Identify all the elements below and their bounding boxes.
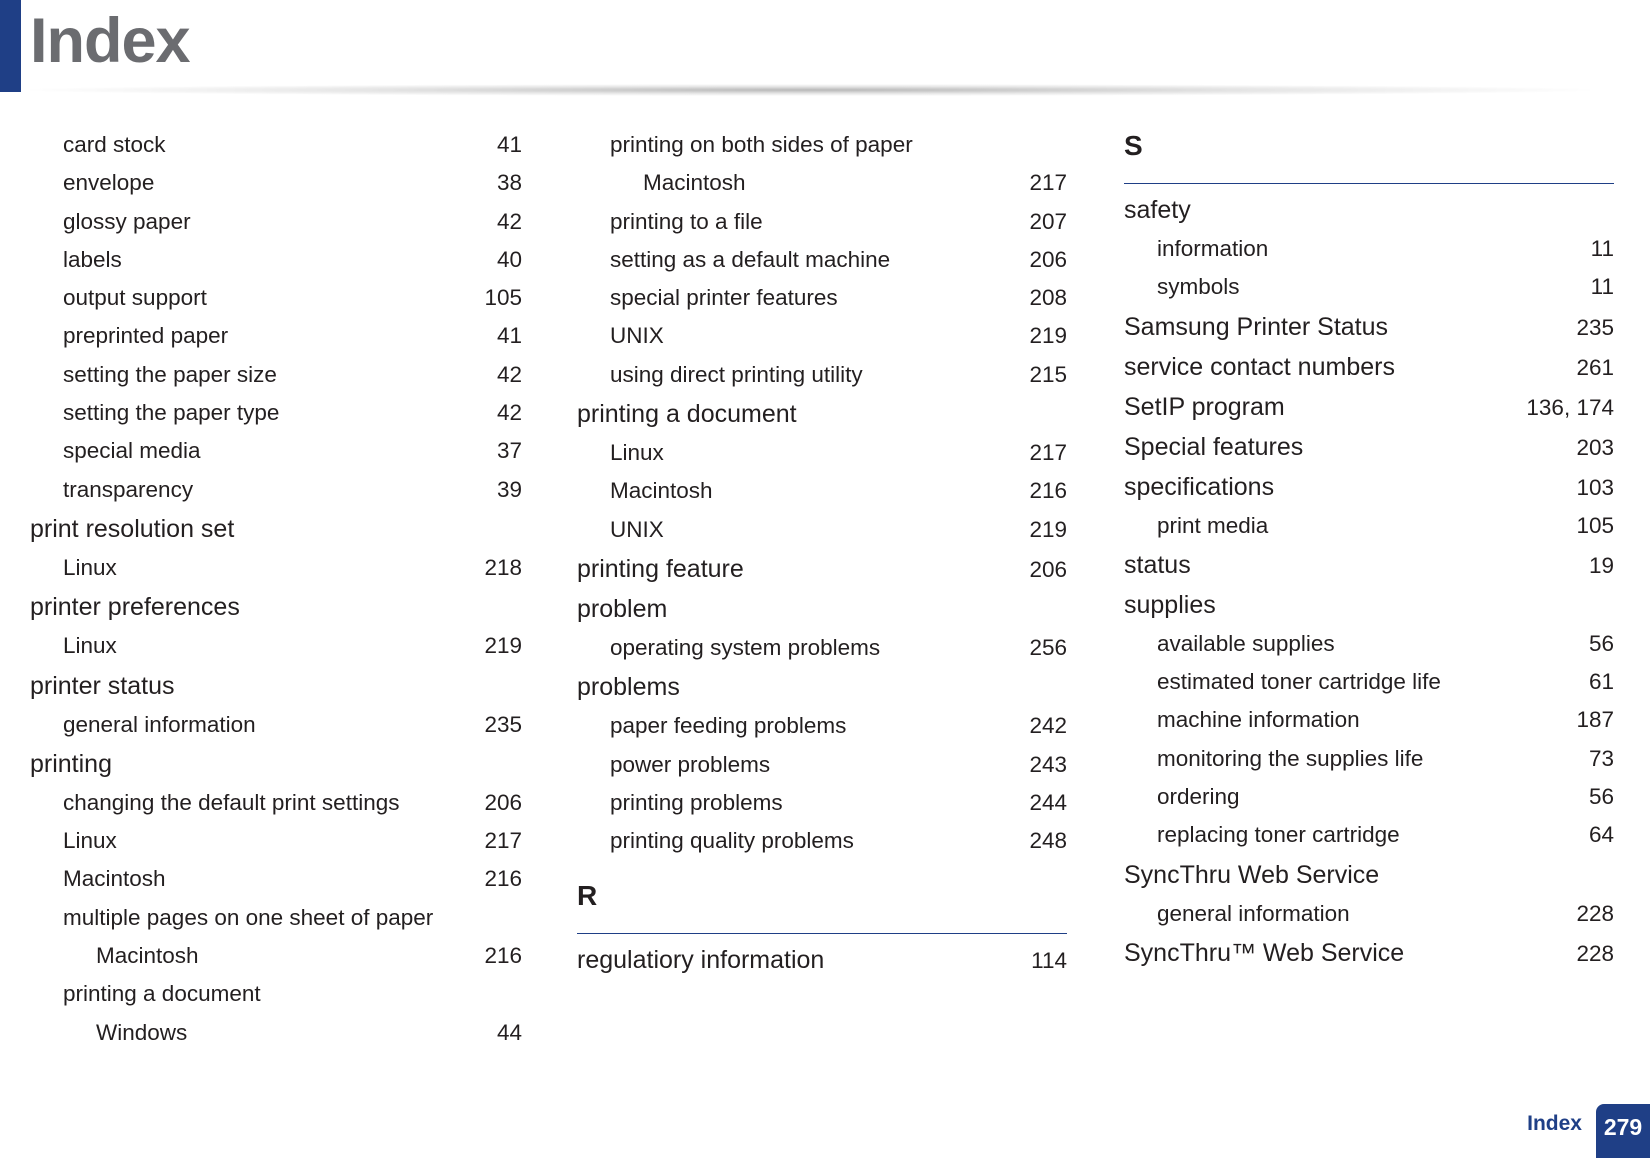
index-entry[interactable]: [30, 549, 522, 587]
index-page[interactable]: 42: [496, 400, 522, 426]
index-entry[interactable]: [30, 784, 522, 822]
index-term: printer preferences: [30, 593, 240, 622]
index-heading: [30, 666, 522, 706]
letter-heading-r: R: [577, 876, 1067, 934]
index-subheading: [30, 975, 522, 1013]
index-term: paper feeding problems: [610, 713, 847, 739]
index-page[interactable]: 103: [1576, 474, 1614, 500]
index-entry[interactable]: [30, 627, 522, 665]
index-page[interactable]: 218: [484, 554, 522, 580]
index-term: setting as a default machine: [610, 246, 891, 272]
index-page[interactable]: 39: [496, 476, 522, 502]
index-subheading: [30, 899, 522, 937]
index-heading: [577, 589, 1067, 629]
index-page[interactable]: 217: [1029, 170, 1067, 196]
index-term: print media: [1157, 512, 1269, 538]
index-term: monitoring the supplies life: [1157, 745, 1424, 771]
index-page[interactable]: 73: [1588, 745, 1614, 771]
index-subheading: [577, 126, 1067, 164]
index-term: printer status: [30, 671, 175, 700]
index-term: multiple pages on one sheet of paper: [63, 904, 434, 930]
letter-heading-s: S: [1124, 126, 1614, 184]
index-entry[interactable]: [30, 706, 522, 744]
index-term: power problems: [610, 751, 771, 777]
index-entry[interactable]: [30, 937, 522, 975]
index-page[interactable]: 219: [1029, 323, 1067, 349]
index-term: Linux: [63, 554, 117, 580]
index-entry[interactable]: [30, 164, 522, 202]
index-entry[interactable]: [30, 394, 522, 432]
index-page[interactable]: 228: [1576, 900, 1614, 926]
index-page[interactable]: 216: [1029, 478, 1067, 504]
index-term: printing to a file: [610, 208, 763, 234]
index-entry[interactable]: [1124, 663, 1614, 701]
index-term: UNIX: [610, 516, 664, 542]
index-entry[interactable]: [1124, 778, 1614, 816]
index-entry[interactable]: [1124, 347, 1614, 387]
index-term: labels: [63, 246, 122, 272]
index-column-3: [1124, 126, 1614, 973]
index-term: SetIP program: [1124, 392, 1285, 421]
index-page[interactable]: 248: [1029, 828, 1067, 854]
index-page[interactable]: 41: [496, 132, 522, 157]
index-entry[interactable]: [577, 203, 1067, 241]
index-page[interactable]: 216: [484, 866, 522, 892]
index-term: specifications: [1124, 472, 1275, 501]
index-column-1: [30, 126, 522, 1052]
index-entry[interactable]: [577, 356, 1067, 394]
index-term: using direct printing utility: [610, 361, 863, 387]
index-entry[interactable]: [577, 629, 1067, 667]
index-page[interactable]: 105: [484, 285, 522, 311]
index-entry[interactable]: [577, 549, 1067, 589]
index-term: envelope: [63, 170, 155, 196]
index-term: printing quality problems: [610, 828, 854, 854]
index-term: supplies: [1124, 590, 1216, 619]
index-page[interactable]: 37: [496, 438, 522, 464]
index-entry[interactable]: [1124, 701, 1614, 739]
index-term: printing a document: [63, 981, 261, 1007]
index-entry[interactable]: [1124, 507, 1614, 545]
index-term: output support: [63, 285, 207, 311]
index-heading: [30, 744, 522, 784]
index-page[interactable]: 219: [484, 633, 522, 659]
index-entry[interactable]: [1124, 625, 1614, 663]
index-entry[interactable]: [30, 471, 522, 509]
index-entry[interactable]: [1124, 545, 1614, 585]
index-page[interactable]: 228: [1576, 940, 1614, 966]
index-entry[interactable]: [1124, 268, 1614, 306]
index-entry[interactable]: [577, 434, 1067, 472]
index-term: safety: [1124, 196, 1191, 224]
index-page[interactable]: 244: [1029, 789, 1067, 815]
index-page[interactable]: 203: [1576, 434, 1614, 460]
index-entry[interactable]: [577, 164, 1067, 202]
index-heading: [1124, 190, 1614, 230]
index-term: transparency: [63, 476, 194, 502]
index-term: Linux: [63, 828, 117, 854]
index-page[interactable]: 19: [1588, 552, 1614, 578]
index-term: printing a document: [577, 400, 797, 429]
index-page[interactable]: 243: [1029, 751, 1067, 777]
index-term: card stock: [63, 132, 166, 157]
index-page[interactable]: 242: [1029, 713, 1067, 739]
index-term: glossy paper: [63, 208, 191, 234]
index-entry[interactable]: [1124, 895, 1614, 933]
index-term: setting the paper type: [63, 400, 280, 426]
index-entry[interactable]: [577, 940, 1067, 980]
index-entry[interactable]: [1124, 816, 1614, 854]
index-entry[interactable]: [577, 822, 1067, 860]
index-page[interactable]: 40: [496, 246, 522, 272]
index-page[interactable]: 187: [1576, 707, 1614, 733]
index-page[interactable]: 64: [1588, 822, 1614, 848]
index-term: Macintosh: [610, 478, 713, 504]
index-page[interactable]: 105: [1576, 512, 1614, 538]
index-page[interactable]: 208: [1029, 285, 1067, 311]
index-page[interactable]: 42: [496, 361, 522, 387]
index-term: operating system problems: [610, 634, 881, 660]
index-entry[interactable]: [1124, 933, 1614, 973]
page-number-badge: 279: [1596, 1104, 1650, 1158]
index-column-2: [577, 126, 1067, 980]
index-term: replacing toner cartridge: [1157, 822, 1400, 848]
index-term: Windows: [96, 1019, 188, 1045]
index-page[interactable]: 235: [1576, 314, 1614, 340]
index-term: print resolution set: [30, 514, 235, 543]
index-page[interactable]: 217: [484, 828, 522, 854]
index-term: available supplies: [1157, 630, 1335, 656]
index-term: symbols: [1157, 274, 1240, 300]
index-entry[interactable]: [1124, 230, 1614, 268]
index-term: Linux: [610, 440, 664, 466]
index-page[interactable]: 41: [496, 323, 522, 349]
index-entry[interactable]: [1124, 467, 1614, 507]
footer-section-label: Index: [1527, 1112, 1582, 1135]
index-term: general information: [63, 711, 256, 737]
index-term: special printer features: [610, 285, 838, 311]
index-heading: [1124, 585, 1614, 625]
index-term: changing the default print settings: [63, 789, 400, 815]
index-page[interactable]: 11: [1590, 236, 1614, 261]
index-term: UNIX: [610, 323, 664, 349]
index-term: Macintosh: [643, 170, 746, 196]
index-entry[interactable]: [30, 241, 522, 279]
index-page[interactable]: 219: [1029, 516, 1067, 542]
index-entry[interactable]: [30, 860, 522, 898]
index-heading: [1124, 855, 1614, 895]
index-heading: [30, 587, 522, 627]
index-entry[interactable]: [30, 126, 522, 164]
index-entry[interactable]: [577, 472, 1067, 510]
index-term: setting the paper size: [63, 361, 277, 387]
index-heading: [577, 394, 1067, 434]
index-page[interactable]: 44: [496, 1019, 522, 1045]
index-entry[interactable]: [1124, 307, 1614, 347]
index-term: service contact numbers: [1124, 352, 1395, 381]
index-entry[interactable]: [30, 432, 522, 470]
index-page[interactable]: 11: [1590, 274, 1614, 300]
index-term: Samsung Printer Status: [1124, 312, 1389, 341]
index-entry[interactable]: [1124, 740, 1614, 778]
index-term: preprinted paper: [63, 323, 229, 349]
index-entry[interactable]: [30, 822, 522, 860]
title-divider: [30, 84, 1590, 96]
index-page[interactable]: 261: [1576, 354, 1614, 380]
title-accent-bar: [0, 0, 21, 92]
index-page[interactable]: 206: [1029, 246, 1067, 272]
page-title: Index: [30, 6, 190, 76]
index-term: problem: [577, 594, 668, 623]
index-term: printing feature: [577, 554, 744, 583]
index-entry[interactable]: [577, 279, 1067, 317]
index-entry[interactable]: [577, 511, 1067, 549]
index-page[interactable]: 38: [496, 170, 522, 196]
index-page[interactable]: 61: [1588, 669, 1614, 695]
index-term: general information: [1157, 900, 1350, 926]
section-gap: [577, 860, 1067, 876]
index-term: SyncThru Web Service: [1124, 860, 1380, 889]
index-term: printing on both sides of paper: [610, 132, 913, 157]
index-page[interactable]: 217: [1029, 440, 1067, 466]
index-page[interactable]: 56: [1588, 784, 1614, 810]
index-page[interactable]: 136, 174: [1526, 394, 1614, 420]
index-entry[interactable]: [577, 317, 1067, 355]
index-entry[interactable]: [30, 279, 522, 317]
index-entry[interactable]: [30, 356, 522, 394]
index-heading: [577, 667, 1067, 707]
index-entry[interactable]: [1124, 427, 1614, 467]
index-page[interactable]: 206: [1029, 556, 1067, 582]
index-entry[interactable]: [577, 241, 1067, 279]
index-term: Linux: [63, 633, 117, 659]
index-entry[interactable]: [30, 203, 522, 241]
index-term: special media: [63, 438, 201, 464]
index-page[interactable]: 207: [1029, 208, 1067, 234]
index-term: estimated toner cartridge life: [1157, 669, 1441, 695]
index-entry[interactable]: [1124, 387, 1614, 427]
index-page[interactable]: 215: [1029, 361, 1067, 387]
index-entry[interactable]: [577, 707, 1067, 745]
index-term: regulatiory information: [577, 946, 825, 975]
index-page[interactable]: 216: [484, 943, 522, 969]
index-page[interactable]: 42: [496, 208, 522, 234]
index-term: status: [1124, 550, 1191, 579]
index-term: Macintosh: [63, 866, 166, 892]
index-term: printing: [30, 749, 112, 778]
index-page[interactable]: 56: [1588, 630, 1614, 656]
index-term: Special features: [1124, 432, 1304, 461]
index-term: Macintosh: [96, 943, 199, 969]
index-page[interactable]: 256: [1029, 634, 1067, 660]
index-page[interactable]: 235: [484, 711, 522, 737]
index-term: ordering: [1157, 784, 1240, 810]
index-entry[interactable]: [577, 784, 1067, 822]
index-term: machine information: [1157, 707, 1360, 733]
index-term: problems: [577, 673, 680, 702]
index-term: SyncThru™ Web Service: [1124, 938, 1405, 967]
index-term: information: [1157, 236, 1269, 261]
index-heading: [30, 509, 522, 549]
index-term: printing problems: [610, 789, 783, 815]
index-page[interactable]: 206: [484, 789, 522, 815]
index-entry[interactable]: [30, 317, 522, 355]
index-entry[interactable]: [30, 1014, 522, 1052]
index-page[interactable]: 114: [1031, 948, 1067, 974]
index-entry[interactable]: [577, 746, 1067, 784]
